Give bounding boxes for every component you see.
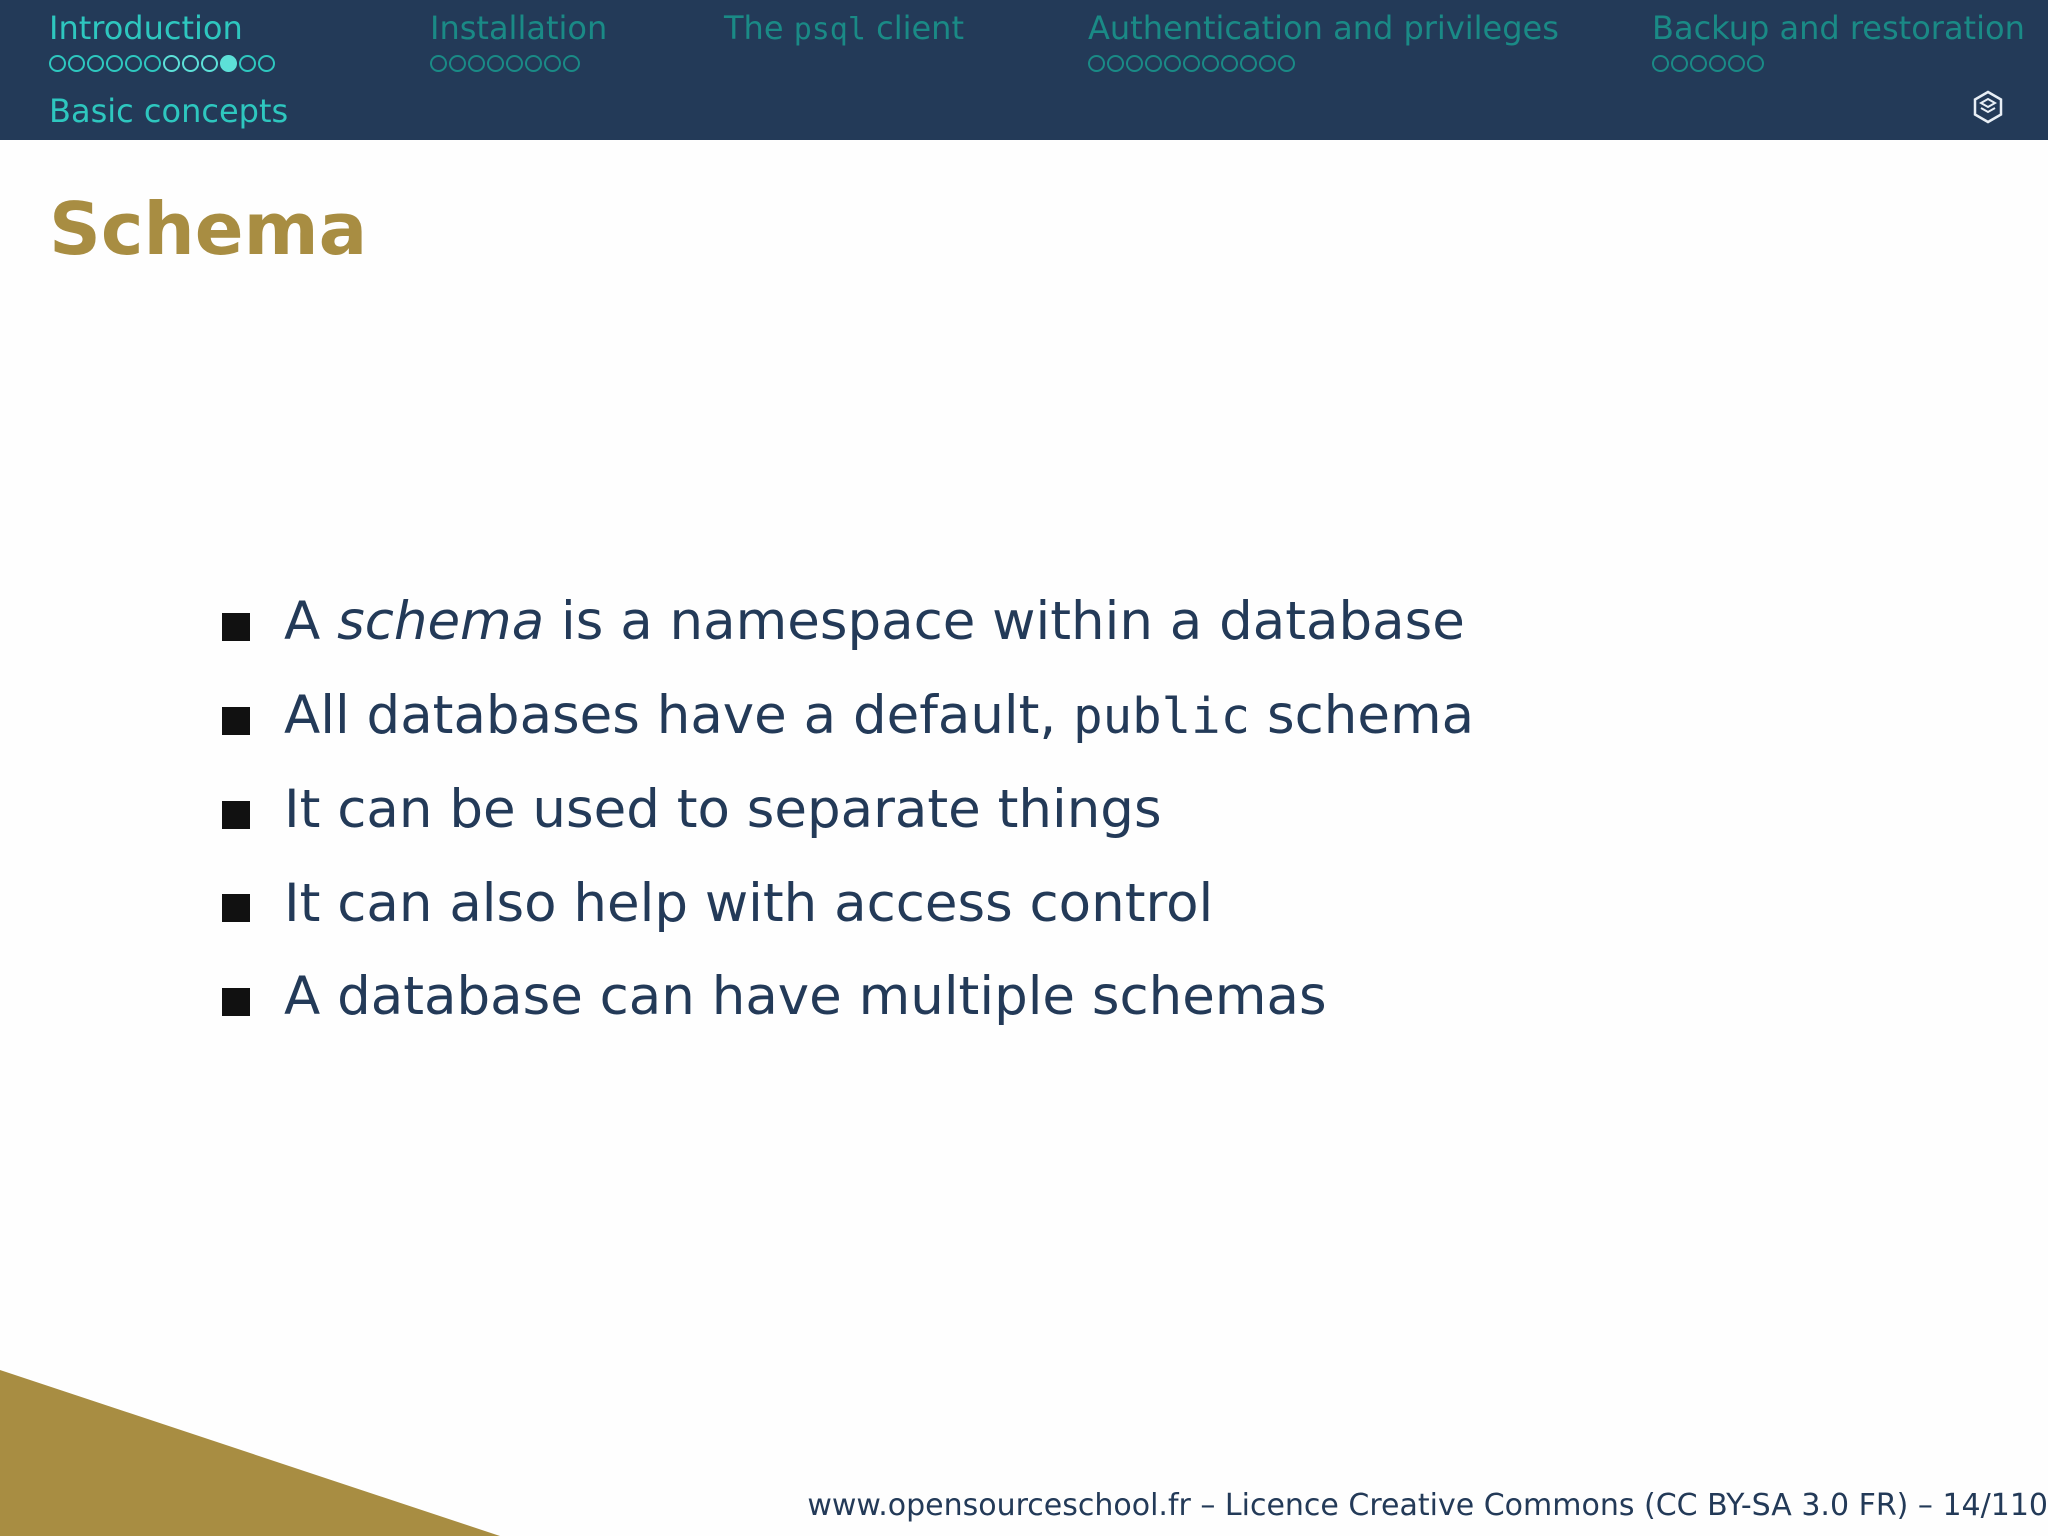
nav-section-label: The psql client — [724, 9, 964, 47]
section-progress-dots — [1088, 52, 1559, 74]
frame-dot-icon[interactable] — [201, 55, 218, 72]
nav-section-authentication[interactable] — [1088, 8, 1559, 74]
nav-section-label: Introduction — [49, 9, 243, 47]
frame-dot-icon[interactable] — [1747, 55, 1764, 72]
bullet-square-icon — [222, 801, 250, 829]
frame-dot-icon[interactable] — [1690, 55, 1707, 72]
frame-dot-icon[interactable] — [1671, 55, 1688, 72]
nav-section-label: Backup and restoration — [1652, 9, 2025, 47]
section-progress-dots — [1652, 52, 2025, 74]
frame-dot-icon[interactable] — [49, 55, 66, 72]
frame-dot-icon[interactable] — [1126, 55, 1143, 72]
frame-dot-icon[interactable] — [220, 55, 237, 72]
footer-text: www.opensourceschool.fr – Licence Creative Commons (CC BY-SA 3.0 FR) – 14/110 — [807, 1488, 2048, 1523]
list-item — [222, 669, 1474, 764]
frame-dot-icon[interactable] — [1202, 55, 1219, 72]
nav-section-psql-client[interactable] — [724, 8, 964, 50]
bullet-text: All databases have a default, public schema — [284, 684, 1475, 746]
frame-dot-icon[interactable] — [1652, 55, 1669, 72]
nav-section-label: Authentication and privileges — [1088, 9, 1559, 47]
bullet-square-icon — [222, 894, 250, 922]
nav-section-introduction[interactable] — [49, 8, 275, 74]
frame-dot-icon[interactable] — [1107, 55, 1124, 72]
frame-dot-icon[interactable] — [1709, 55, 1726, 72]
list-item — [222, 857, 1474, 951]
subsection-title[interactable]: Basic concepts — [49, 92, 289, 130]
frame-dot-icon[interactable] — [68, 55, 85, 72]
frame-dot-icon[interactable] — [106, 55, 123, 72]
frame-dot-icon[interactable] — [468, 55, 485, 72]
frame-dot-icon[interactable] — [1164, 55, 1181, 72]
frame-dot-icon[interactable] — [1259, 55, 1276, 72]
bullet-square-icon — [222, 707, 250, 735]
frame-dot-icon[interactable] — [239, 55, 256, 72]
frame-dot-icon[interactable] — [163, 55, 180, 72]
frame-dot-icon[interactable] — [1088, 55, 1105, 72]
opensourceschool-logo-icon[interactable] — [1973, 90, 2003, 124]
frame-dot-icon[interactable] — [144, 55, 161, 72]
bullet-text: A database can have multiple schemas — [284, 966, 1327, 1027]
frame-dot-icon[interactable] — [258, 55, 275, 72]
bullet-square-icon — [222, 613, 250, 641]
frame-dot-icon[interactable] — [1145, 55, 1162, 72]
bullet-square-icon — [222, 988, 250, 1016]
frame-dot-icon[interactable] — [1240, 55, 1257, 72]
frame-dot-icon[interactable] — [1221, 55, 1238, 72]
section-progress-dots — [49, 52, 275, 74]
frame-dot-icon[interactable] — [1728, 55, 1745, 72]
frame-dot-icon[interactable] — [87, 55, 104, 72]
frame-dot-icon[interactable] — [525, 55, 542, 72]
header-bar — [0, 0, 2048, 140]
nav-section-installation[interactable] — [430, 8, 607, 74]
section-progress-dots — [430, 52, 607, 74]
bullet-text: It can be used to separate things — [284, 779, 1162, 840]
decorative-corner-triangle — [0, 1370, 500, 1536]
slide-title: Schema — [49, 187, 368, 271]
frame-dot-icon[interactable] — [506, 55, 523, 72]
frame-dot-icon[interactable] — [449, 55, 466, 72]
nav-section-label: Installation — [430, 9, 608, 47]
frame-dot-icon[interactable] — [1183, 55, 1200, 72]
list-item — [222, 575, 1474, 669]
frame-dot-icon[interactable] — [1278, 55, 1295, 72]
nav-section-backup[interactable] — [1652, 8, 2025, 74]
frame-dot-icon[interactable] — [182, 55, 199, 72]
list-item — [222, 763, 1474, 857]
list-item — [222, 950, 1474, 1044]
frame-dot-icon[interactable] — [563, 55, 580, 72]
frame-dot-icon[interactable] — [487, 55, 504, 72]
bullet-text: It can also help with access control — [284, 872, 1214, 934]
frame-dot-icon[interactable] — [430, 55, 447, 72]
frame-dot-icon[interactable] — [544, 55, 561, 72]
bullet-list — [222, 575, 1474, 1044]
bullet-text: A schema is a namespace within a database — [284, 591, 1465, 652]
frame-dot-icon[interactable] — [125, 55, 142, 72]
